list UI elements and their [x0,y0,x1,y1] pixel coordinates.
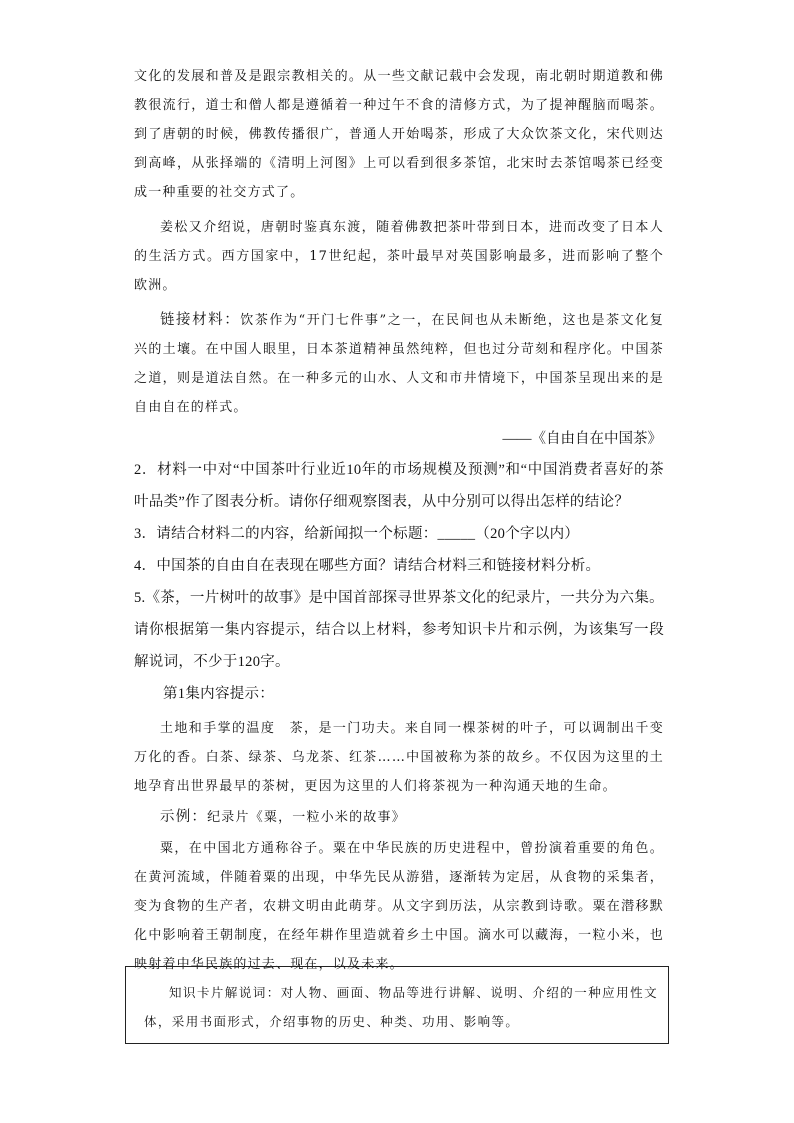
episode-label: 第1集内容提示： [163,686,275,702]
episode-hint-text: 土地和手掌的温度 茶，是一门功夫。来自同一棵茶树的叶子，可以调制出千变万化的香。白茶、绿茶、乌龙茶、红茶……中国被称为茶的故乡。不仅因为这里的土地孕育出世界最早的茶树，更因为这里的人们将茶视为一种沟通天地的生命。 [134,721,664,794]
example-text: 粟，在中国北方通称谷子。粟在中华民族的历史进程中，曾扮演着重要的角色。在黄河流域，伴随着粟的出现，中华先民从游猎，逐渐转为定居，从食物的采集者，变为食物的生产者，农耕文明由此萌芽。从文字到历法，从宗教到诗歌。粟在潜移默化中影响着王朝制度，在经年耕作里造就着乡土中国。滴水可以藏海，一粒小米，也映射着中华民族的过去、现在，以及未来。 [134,841,664,972]
question-4: 4．中国茶的自由自在表现在哪些方面？请结合材料三和链接材料分析。 [134,558,601,574]
knowledge-card-text: 知识卡片解说词：对人物、画面、物品等进行讲解、说明、介绍的一种应用性文体，采用书面形式，介绍事物的历史、种类、功用、影响等。 [144,985,658,1029]
link-material-label: 链接材料： [160,312,241,328]
document-body [134,62,664,979]
example-heading [134,803,664,832]
question-5: 5.《茶，一片树叶的故事》是中国首部探寻世界茶文化的纪录片，一共分为六集。请你根据第一集内容提示，结合以上材料，参考知识卡片和示例，为该集写一段解说词，不少于120字。 [134,590,664,670]
example-title: 纪录片《粟，一粒小米的故事》 [207,810,406,825]
material-paragraph-2: 姜松又介绍说，唐朝时鉴真东渡，随着佛教把茶叶带到日本，进而改变了日本人的生活方式。西方国家中，17世纪起，茶叶最早对英国影响最多，进而影响了整个欧洲。 [134,220,664,293]
link-material-text: 饮茶作为“开门七件事”之一，在民间也从未断绝，这也是茶文化复兴的土壤。在中国人眼里，日本茶道精神虽然纯粹，但也过分苛刻和程序化。中国茶之道，则是道法自然。在一种多元的山水、人文和市井情境下，中国茶呈现出来的是自由自在的样式。 [134,313,664,415]
question-2: 2．材料一中对“中国茶叶行业近10年的市场规模及预测”和“中国消费者喜好的茶叶品类”作了图表分析。请你仔细观察图表，从中分别可以得出怎样的结论？ [134,462,664,510]
question-3: 3．请结合材料二的内容，给新闻拟一个标题：_____（20个字以内） [134,526,580,542]
source-citation: ——《自由自在中国茶》 [502,431,662,447]
material-paragraph-1: 文化的发展和普及是跟宗教相关的。从一些文献记载中会发现，南北朝时期道教和佛教很流行，道士和僧人都是遵循着一种过午不食的清修方式，为了提神醒脑而喝茶。到了唐朝的时候，佛教传播很广，普通人开始喝茶，形成了大众饮茶文化，宋代则达到高峰，从张择端的《清明上河图》上可以看到很多茶馆，北宋时去茶馆喝茶已经变成一种重要的社交方式了。 [134,69,664,200]
knowledge-card [125,966,669,1044]
link-material-paragraph [134,306,664,422]
example-label: 示例： [160,809,208,825]
